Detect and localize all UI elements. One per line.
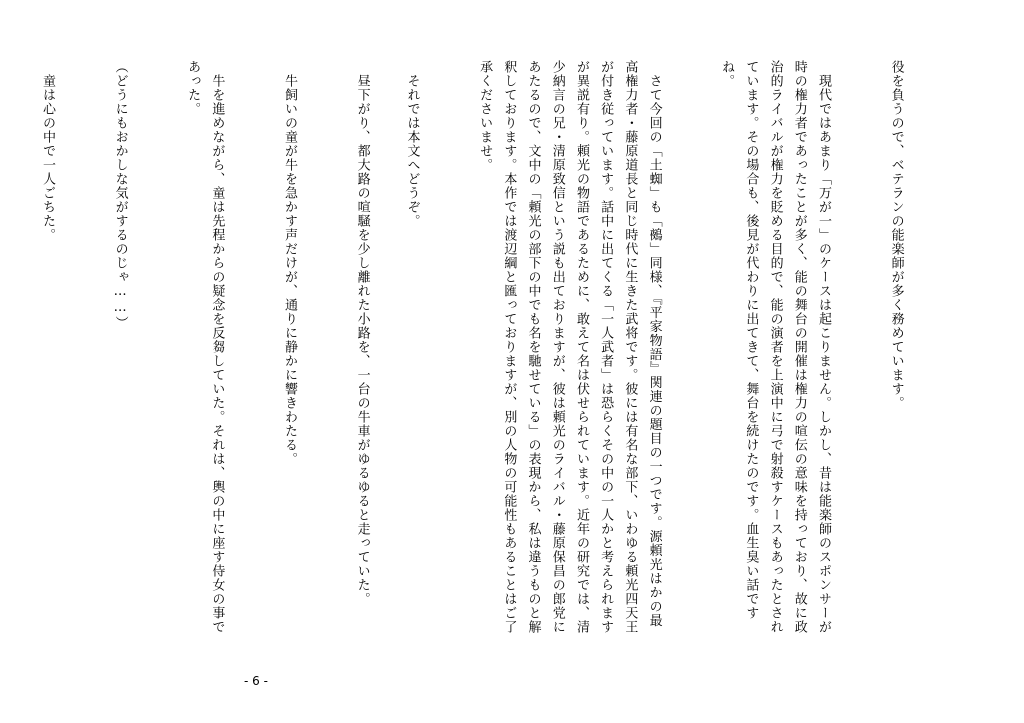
left-paragraph: （どうにもおかしな気がするのじゃ……） <box>112 60 128 330</box>
right-page-body <box>404 60 956 638</box>
right-paragraph: さて今回の「土蜘」も「鵺」同様、『平家物語』関連の題目の一つです。源頼光はかの最高権力者・藤原道長と同じ時代に生きた武将です。彼には有名な部下、いわゆる頼光四天王が付き従っています。話中に出てくる「一人武者」は恐らくその中の一人かと考えられますが異説有り。頼光の物語であるために、敢えて名は伏せられています。近年の研究では、清少納言の兄・清原致信という説も出ておりますが、彼は頼光のライバル・藤原保昌の郎党にあたるので、文中の「頼光の部下の中でも名を馳せている」の表現から、私は違うものと解釈しております。本作では渡辺綱と匯っておりますが、別の人物の可能性もあることはご了承くださいませ。 <box>477 60 662 634</box>
right-page <box>404 0 1024 723</box>
left-paragraph: 童は心の中で一人ごちた。 <box>39 60 55 242</box>
left-paragraph: 昼下がり、都大路の喧騒を少し離れた小路を、一台の牛車がゆるゆると走っていた。 <box>354 60 370 606</box>
right-paragraph: 役を負うので、ベテランの能楽師が多く務めています。 <box>888 60 904 410</box>
right-paragraph: 現代ではあまり「万が一」のケースは起こりません。しかし、昔は能楽師のスポンサーが時の権力者であったことが多く、能の舞台の開催は権力の喧伝の意味を持っており、故に政治的ライバルが権力を貶める目的で、能の演者を上演中に弓で射殺すケースもあったとされています。その場合も、後見が代わりに出てきて、舞台を続けたのです。血生臭い話ですね。 <box>719 60 831 634</box>
page-number: - 6 - <box>244 674 268 688</box>
right-paragraph: それでは本文へどうぞ。 <box>404 60 420 228</box>
left-paragraph: 牛飼いの童が牛を急かす声だけが、通りに静かに響きわたる。 <box>281 60 297 466</box>
left-paragraph: 牛を進めながら、童は先程からの疑念を反芻していた。それは、輿の中に座す侍女の事であった。 <box>185 60 225 634</box>
